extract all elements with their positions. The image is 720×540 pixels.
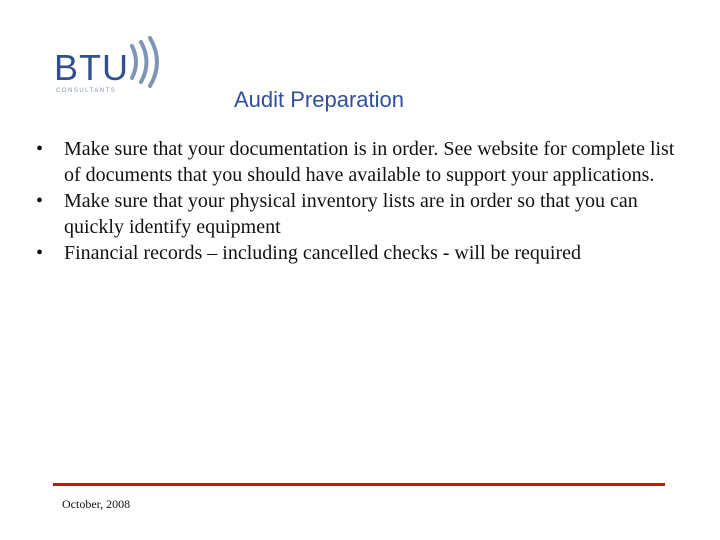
bullet-marker: • — [36, 138, 44, 160]
btu-logo — [50, 30, 180, 100]
footer-date: October, 2008 — [62, 497, 131, 511]
list-item — [36, 136, 676, 188]
bullet-marker: • — [36, 190, 44, 212]
logo-subtitle: CONSULTANTS — [56, 88, 117, 94]
bullet-marker: • — [36, 242, 44, 264]
sound-waves-icon — [118, 34, 172, 90]
list-item — [36, 240, 676, 266]
logo-wordmark: BTU — [54, 47, 129, 88]
bullet-text: Financial records – including cancelled checks - will be required — [64, 242, 582, 264]
list-item — [36, 188, 676, 240]
slide-title: Audit Preparation — [234, 87, 404, 112]
bullet-list — [36, 136, 676, 266]
footer-divider — [53, 483, 665, 486]
bullet-text: Make sure that your physical inventory lists are in order so that you can quickly identify equipment — [64, 190, 638, 238]
bullet-text: Make sure that your documentation is in order. See website for complete list of documents that you should have available to support your applications. — [64, 138, 675, 186]
